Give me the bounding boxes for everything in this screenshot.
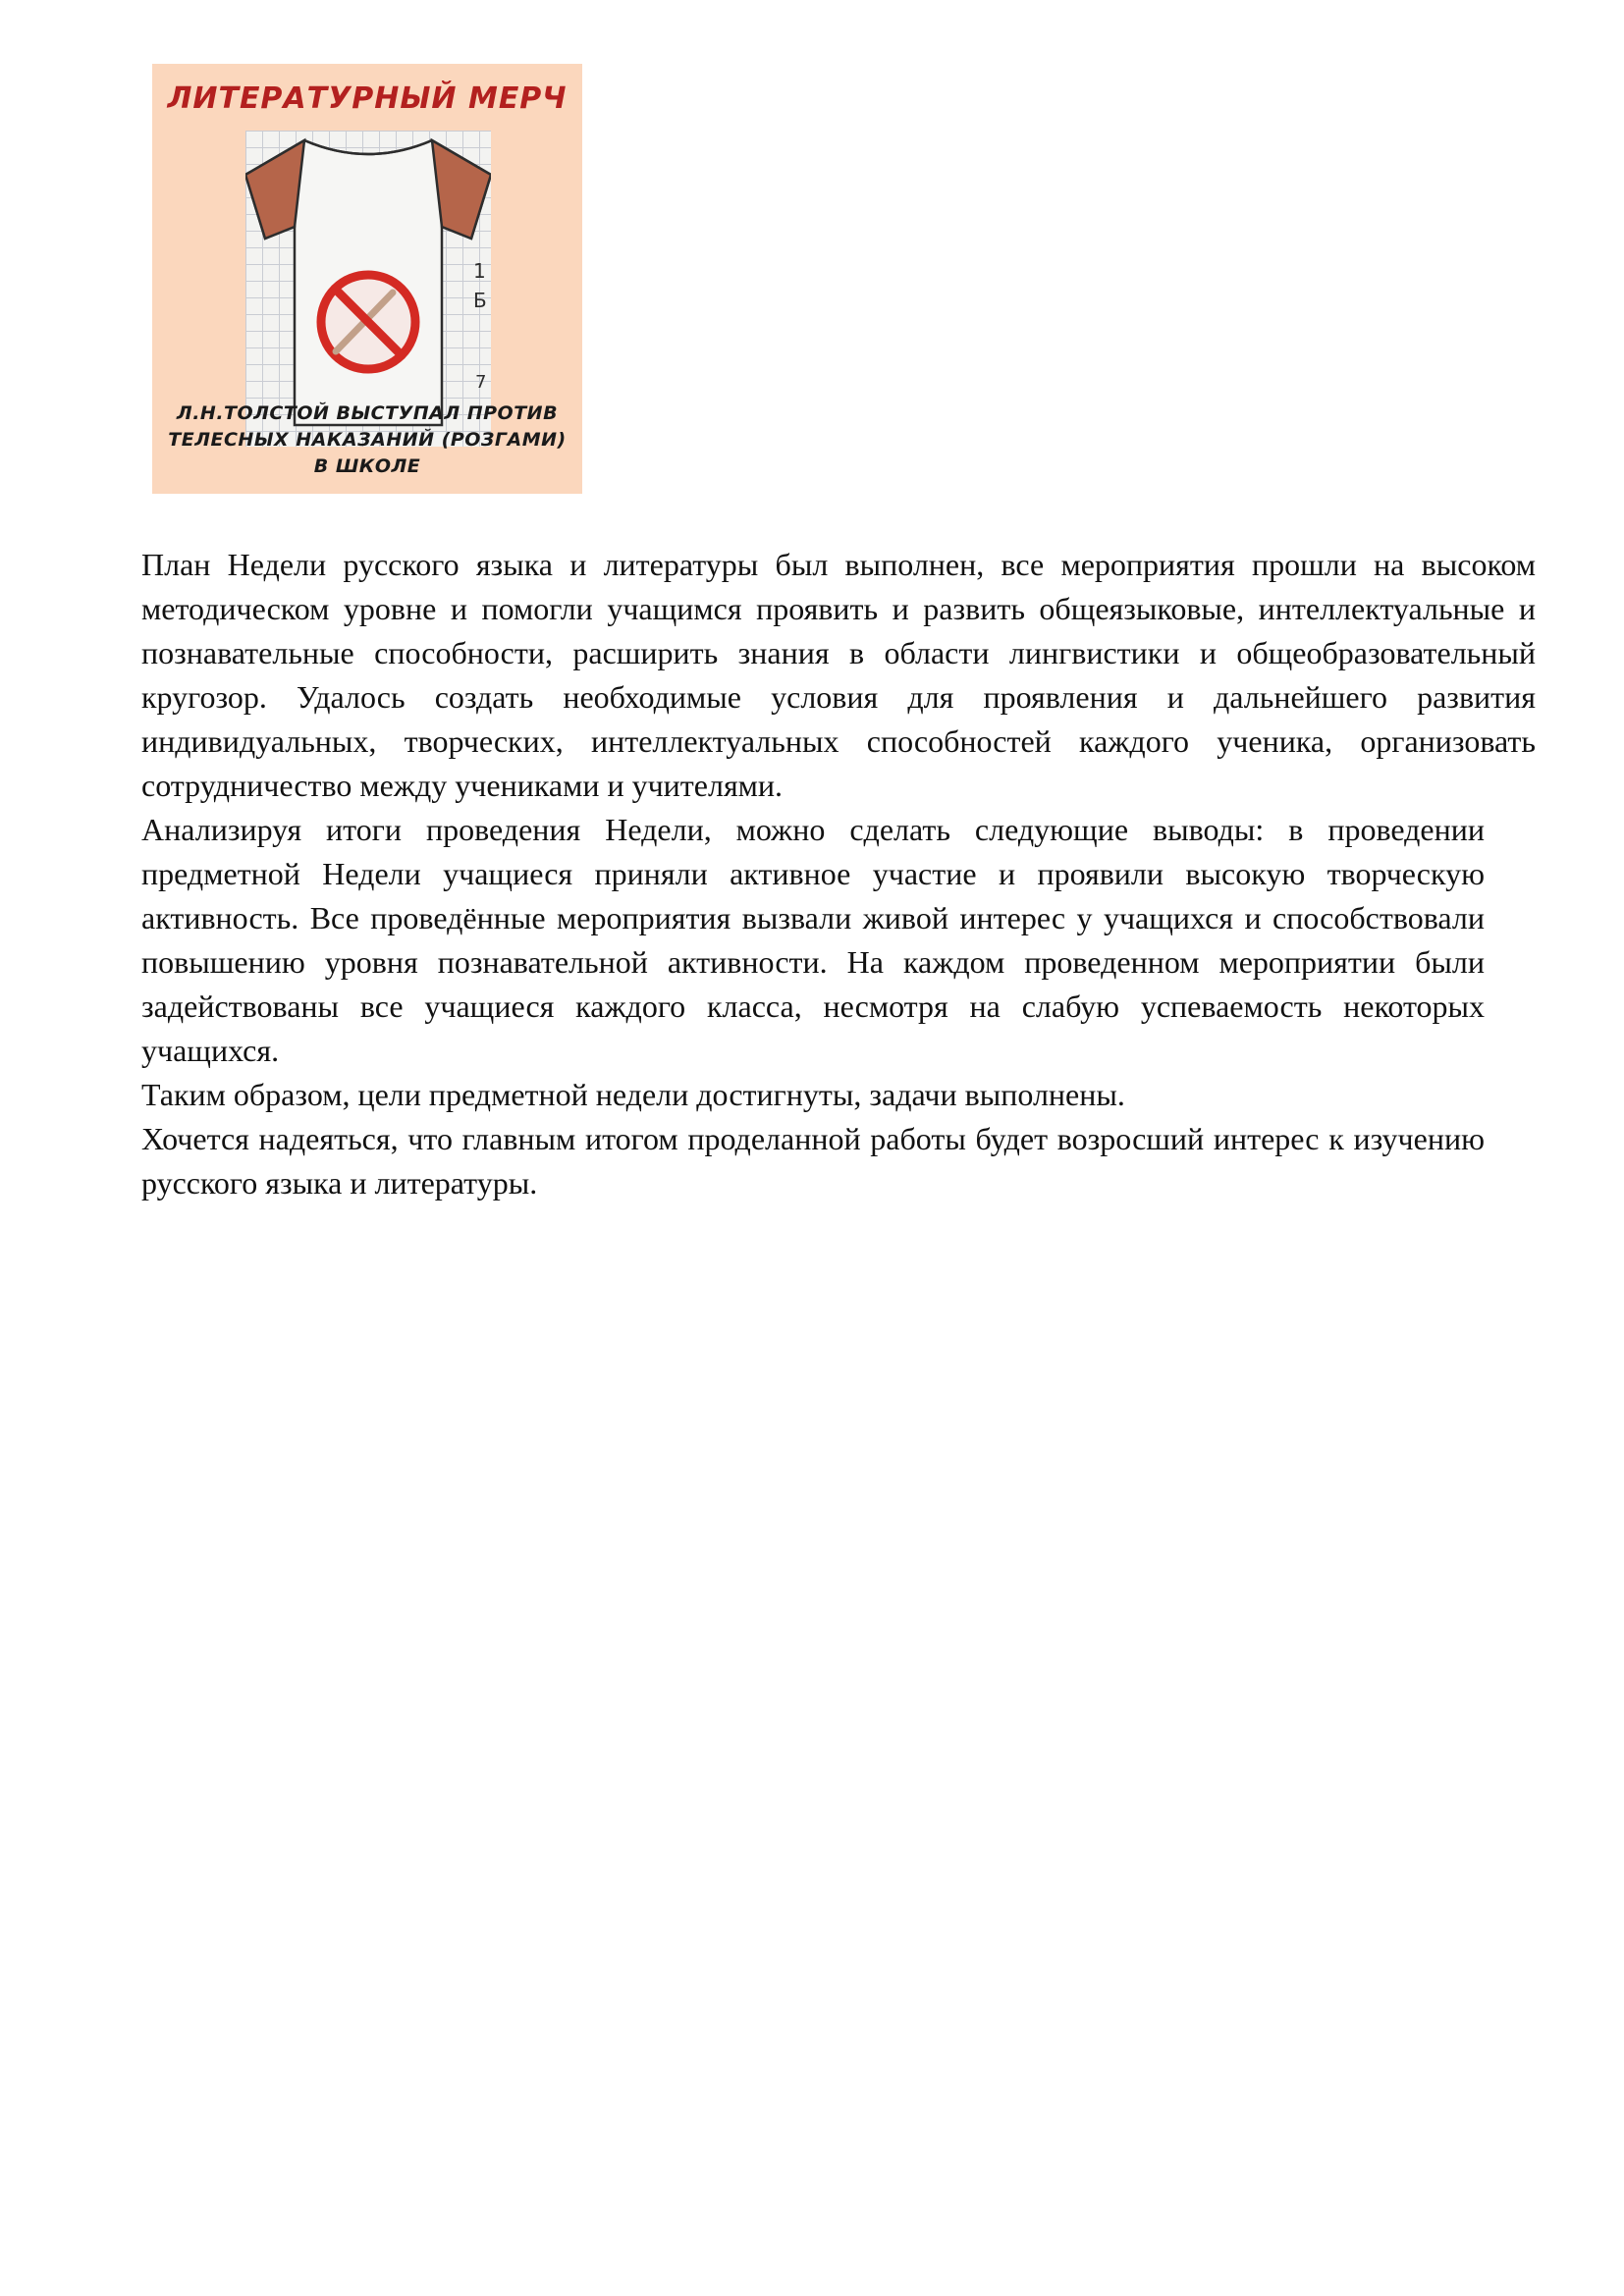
right-sleeve — [432, 140, 491, 239]
poster-title: ЛИТЕРАТУРНЫЙ МЕРЧ — [167, 81, 568, 116]
poster-caption-line: В ШКОЛЕ — [313, 455, 421, 477]
poster-caption-line: Л.Н.ТОЛСТОЙ ВЫСТУПАЛ ПРОТИВ — [176, 402, 559, 424]
paragraph-conclusion: Таким образом, цели предметной недели достигнуты, задачи выполнены. — [141, 1077, 1125, 1112]
tshirt-drawing — [245, 131, 491, 447]
left-sleeve — [245, 140, 304, 239]
tshirt-sketch — [245, 131, 491, 447]
document-body — [141, 543, 1536, 1205]
paragraph-analysis: Анализируя итоги проведения Недели, можно сделать следующие выводы: в проведении предметной Недели учащиеся приняли активное участие и проявили высокую творческую активность. Все проведённые мероприятия вызвали живой интерес у учащихся и способствовали повышению уровня познавательной активности. На каждом проведенном мероприятии были задействованы все учащиеся каждого класса, несмотря на слабую успеваемость некоторых учащихся. — [141, 812, 1485, 1068]
margin-handwriting: 1 — [473, 259, 486, 283]
literary-merch-poster — [152, 64, 582, 494]
poster-caption-line: ТЕЛЕСНЫХ НАКАЗАНИЙ (РОЗГАМИ) — [168, 429, 567, 451]
paragraph-hope: Хочется надеяться, что главным итогом проделанной работы будет возросший интерес к изучению русского языка и литературы. — [141, 1121, 1485, 1201]
margin-handwriting: 7 — [475, 372, 487, 393]
paragraph-plan-summary: План Недели русского языка и литературы был выполнен, все мероприятия прошли на высоком методическом уровне и помогли учащимся проявить и развить общеязыковые, интеллектуальные и познавательные способности, расширить знания в области лингвистики и общеобразовательный кругозор. Удалось создать необходимые условия для проявления и дальнейшего развития индивидуальных, творческих, интеллектуальных способностей каждого ученика, организовать сотрудничество между учениками и учителями. — [141, 547, 1536, 803]
margin-handwriting: Б — [473, 289, 487, 312]
